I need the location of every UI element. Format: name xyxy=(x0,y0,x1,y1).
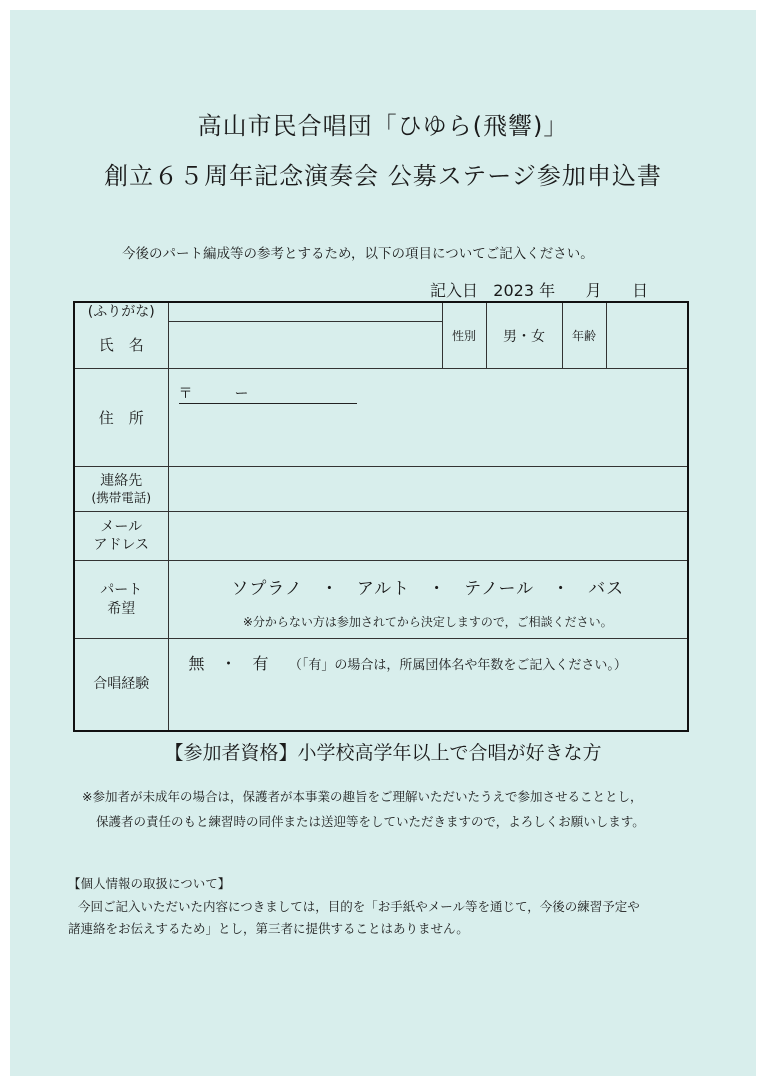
email-field[interactable] xyxy=(168,512,688,561)
contact-label xyxy=(74,467,168,512)
part-note: ※分からない方は参加されてから決定しますので，ご相談ください。 xyxy=(242,614,613,629)
application-form-page xyxy=(10,10,756,1076)
date-year-unit: 年 xyxy=(539,281,556,300)
form-title-line1: 高山市民合唱団「ひゆら(飛響)」 xyxy=(197,112,569,140)
experience-note: （「有」の場合は，所属団体名や年数をご記入ください。） xyxy=(288,658,627,674)
qualification-note xyxy=(82,784,722,834)
experience-field[interactable] xyxy=(168,639,688,731)
address-field[interactable] xyxy=(168,369,688,467)
experience-options[interactable]: 無 ・ 有 xyxy=(188,654,269,674)
address-row xyxy=(74,369,688,467)
privacy-body-line2: 諸連絡をお伝えするため」とし，第三者に提供することはありません。 xyxy=(68,921,469,936)
intro-text: 今後のパート編成等の参考とするため，以下の項目についてご記入ください。 xyxy=(122,246,594,262)
date-label: 記入日 xyxy=(430,281,479,300)
furigana-label: (ふりがな) xyxy=(74,302,168,322)
date-day-unit: 日 xyxy=(632,281,649,300)
furigana-row xyxy=(74,302,688,322)
privacy-body-line1: 今回ご記入いただいた内容につきましては，目的を「お手紙やメール等を通じて，今後の練習予定や xyxy=(78,899,640,914)
application-form-table xyxy=(73,301,689,732)
privacy-heading: 【個人情報の取扱について】 xyxy=(68,876,231,891)
part-label-line2: 希望 xyxy=(107,600,136,617)
phone-field[interactable] xyxy=(168,467,688,512)
qualification-note-line1: ※参加者が未成年の場合は，保護者が本事業の趣旨をご理解いただいたうえで参加させることとし， xyxy=(82,789,643,804)
postal-code-line: 〒 ー xyxy=(179,383,357,404)
experience-row xyxy=(74,639,688,731)
email-label-line2: アドレス xyxy=(93,537,150,554)
email-label-line1: メール xyxy=(100,518,143,535)
gender-label: 性別 xyxy=(442,302,486,369)
email-row xyxy=(74,512,688,561)
qualification-note-line2: 保護者の責任のもと練習時の同伴または送迎等をしていただきますので，よろしくお願いします。 xyxy=(96,814,645,829)
experience-line xyxy=(169,639,688,674)
date-year: 2023 xyxy=(493,281,534,300)
part-label-line1: パート xyxy=(100,582,143,598)
qualification-heading: 【参加者資格】小学校高学年以上で合唱が好きな方 xyxy=(164,742,602,764)
form-title-line2: 創立６５周年記念演奏会 公募ステージ参加申込書 xyxy=(104,162,662,190)
age-field[interactable] xyxy=(606,302,688,369)
email-label xyxy=(74,512,168,561)
contact-label-main: 連絡先 xyxy=(100,472,143,489)
gender-options[interactable]: 男・女 xyxy=(486,302,562,369)
furigana-field[interactable] xyxy=(168,302,442,322)
contact-label-sub: (携帯電話) xyxy=(91,490,152,506)
experience-label: 合唱経験 xyxy=(74,639,168,731)
name-label: 氏 名 xyxy=(74,322,168,369)
age-label: 年齢 xyxy=(562,302,606,369)
contact-row xyxy=(74,467,688,512)
privacy-body xyxy=(68,896,728,940)
part-row xyxy=(74,561,688,639)
address-label: 住 所 xyxy=(74,369,168,467)
part-field[interactable] xyxy=(168,561,688,639)
part-options[interactable]: ソプラノ ・ アルト ・ テノール ・ バス xyxy=(231,578,625,599)
date-line xyxy=(430,278,648,301)
part-label xyxy=(74,561,168,639)
date-month-unit: 月 xyxy=(585,281,602,300)
name-field[interactable] xyxy=(168,322,442,369)
